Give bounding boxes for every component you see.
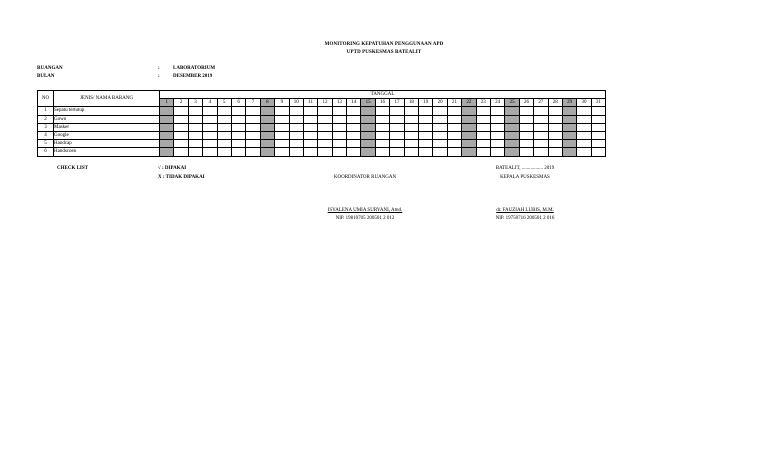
day-header: 23 (476, 99, 490, 107)
day-header: 1 (160, 99, 174, 107)
item-name: Sepatu tertutup (54, 107, 160, 115)
check-cell[interactable] (562, 107, 576, 115)
check-cell[interactable] (375, 148, 389, 156)
check-cell[interactable] (390, 123, 404, 131)
check-cell[interactable] (404, 131, 418, 139)
check-cell[interactable] (289, 123, 303, 131)
table-row (38, 140, 606, 148)
ruangan-colon: : (158, 66, 160, 71)
check-cell[interactable] (332, 131, 346, 139)
check-cell[interactable] (361, 131, 375, 139)
day-header: 16 (375, 99, 389, 107)
check-cell[interactable] (390, 148, 404, 156)
item-name: Google (54, 131, 160, 139)
item-number: 2 (38, 115, 54, 123)
check-cell[interactable] (174, 131, 188, 139)
check-cell[interactable] (246, 131, 260, 139)
check-cell[interactable] (361, 123, 375, 131)
check-cell[interactable] (332, 140, 346, 148)
day-header: 14 (347, 99, 361, 107)
check-cell[interactable] (246, 148, 260, 156)
check-cell[interactable] (462, 123, 476, 131)
check-cell[interactable] (217, 148, 231, 156)
check-cell[interactable] (318, 107, 332, 115)
checklist-label: CHECK LIST (57, 166, 88, 171)
kepala-nip: NIP. 19750716 200501 2 016 (495, 216, 555, 221)
check-cell[interactable] (591, 123, 605, 131)
check-cell[interactable] (160, 140, 174, 148)
check-cell[interactable] (476, 131, 490, 139)
day-header: 9 (275, 99, 289, 107)
check-cell[interactable] (562, 115, 576, 123)
check-cell[interactable] (476, 148, 490, 156)
day-header: 10 (289, 99, 303, 107)
check-cell[interactable] (519, 115, 533, 123)
check-cell[interactable] (303, 131, 317, 139)
check-cell[interactable] (375, 115, 389, 123)
header-row (38, 91, 606, 99)
koordinator-nip: NIP. 19810705 200501 2 012 (335, 216, 395, 221)
document-subtitle: UPTD PUSKESMAS BATEALIT (346, 50, 422, 55)
day-header: 2 (174, 99, 188, 107)
check-cell[interactable] (419, 140, 433, 148)
check-cell[interactable] (260, 148, 274, 156)
day-header: 31 (591, 99, 605, 107)
check-cell[interactable] (231, 123, 245, 131)
check-cell[interactable] (548, 123, 562, 131)
check-cell[interactable] (505, 131, 519, 139)
check-cell[interactable] (260, 107, 274, 115)
day-header: 15 (361, 99, 375, 107)
check-cell[interactable] (246, 123, 260, 131)
place-date: BATEALIT, ................. 2019 (495, 166, 555, 171)
check-cell[interactable] (577, 131, 591, 139)
check-cell[interactable] (519, 123, 533, 131)
check-cell[interactable] (303, 148, 317, 156)
check-cell[interactable] (390, 140, 404, 148)
check-cell[interactable] (347, 140, 361, 148)
table-row (38, 123, 606, 131)
check-cell[interactable] (505, 123, 519, 131)
check-cell[interactable] (534, 123, 548, 131)
check-cell[interactable] (548, 148, 562, 156)
check-cell[interactable] (347, 115, 361, 123)
check-cell[interactable] (275, 140, 289, 148)
check-cell[interactable] (519, 148, 533, 156)
check-cell[interactable] (174, 148, 188, 156)
check-cell[interactable] (231, 107, 245, 115)
check-cell[interactable] (433, 131, 447, 139)
bulan-colon: : (158, 74, 160, 79)
check-cell[interactable] (505, 140, 519, 148)
item-number: 6 (38, 148, 54, 156)
check-cell[interactable] (534, 131, 548, 139)
check-cell[interactable] (188, 115, 202, 123)
check-cell[interactable] (419, 115, 433, 123)
check-cell[interactable] (188, 123, 202, 131)
check-cell[interactable] (203, 123, 217, 131)
day-header: 25 (505, 99, 519, 107)
check-cell[interactable] (476, 123, 490, 131)
check-cell[interactable] (419, 148, 433, 156)
day-header: 27 (534, 99, 548, 107)
check-cell[interactable] (505, 148, 519, 156)
check-cell[interactable] (203, 140, 217, 148)
check-cell[interactable] (462, 148, 476, 156)
check-cell[interactable] (577, 123, 591, 131)
day-header: 12 (318, 99, 332, 107)
check-cell[interactable] (289, 107, 303, 115)
check-cell[interactable] (318, 140, 332, 148)
check-cell[interactable] (160, 131, 174, 139)
check-cell[interactable] (591, 148, 605, 156)
check-cell[interactable] (188, 148, 202, 156)
check-cell[interactable] (433, 148, 447, 156)
table-row (38, 107, 606, 115)
document-title: MONITORING KEPATUHAN PENGGUNAAN APD (324, 42, 444, 47)
check-cell[interactable] (289, 115, 303, 123)
check-cell[interactable] (476, 115, 490, 123)
legend-tidak-dipakai: X : TIDAK DIPAKAI (158, 175, 205, 180)
check-cell[interactable] (275, 107, 289, 115)
day-header: 11 (303, 99, 317, 107)
check-cell[interactable] (505, 115, 519, 123)
check-cell[interactable] (490, 140, 504, 148)
check-cell[interactable] (361, 107, 375, 115)
check-cell[interactable] (519, 131, 533, 139)
check-cell[interactable] (490, 148, 504, 156)
day-header: 28 (548, 99, 562, 107)
check-cell[interactable] (476, 107, 490, 115)
check-cell[interactable] (462, 115, 476, 123)
check-cell[interactable] (534, 148, 548, 156)
check-cell[interactable] (231, 140, 245, 148)
check-cell[interactable] (562, 131, 576, 139)
check-cell[interactable] (260, 131, 274, 139)
check-cell[interactable] (577, 107, 591, 115)
check-cell[interactable] (390, 107, 404, 115)
check-cell[interactable] (375, 107, 389, 115)
check-cell[interactable] (203, 131, 217, 139)
check-cell[interactable] (361, 148, 375, 156)
day-header: 20 (433, 99, 447, 107)
check-cell[interactable] (591, 115, 605, 123)
check-cell[interactable] (347, 107, 361, 115)
check-cell[interactable] (347, 148, 361, 156)
check-cell[interactable] (318, 123, 332, 131)
check-cell[interactable] (246, 140, 260, 148)
check-cell[interactable] (361, 115, 375, 123)
check-cell[interactable] (490, 123, 504, 131)
check-cell[interactable] (591, 131, 605, 139)
check-cell[interactable] (260, 140, 274, 148)
check-cell[interactable] (275, 148, 289, 156)
check-cell[interactable] (347, 123, 361, 131)
check-cell[interactable] (332, 148, 346, 156)
check-cell[interactable] (490, 131, 504, 139)
day-header: 6 (231, 99, 245, 107)
check-cell[interactable] (404, 140, 418, 148)
check-cell[interactable] (217, 123, 231, 131)
item-name: Masker (54, 123, 160, 131)
check-cell[interactable] (318, 115, 332, 123)
check-cell[interactable] (419, 131, 433, 139)
check-cell[interactable] (519, 140, 533, 148)
check-cell[interactable] (289, 148, 303, 156)
koordinator-name: ISYALENA UMIA SURYANI, Amd. (327, 208, 403, 213)
check-cell[interactable] (433, 107, 447, 115)
item-number: 4 (38, 131, 54, 139)
day-header: 13 (332, 99, 346, 107)
check-cell[interactable] (375, 131, 389, 139)
check-cell[interactable] (217, 140, 231, 148)
check-cell[interactable] (577, 140, 591, 148)
check-cell[interactable] (174, 123, 188, 131)
check-cell[interactable] (303, 123, 317, 131)
check-cell[interactable] (433, 115, 447, 123)
check-cell[interactable] (404, 115, 418, 123)
check-cell[interactable] (462, 131, 476, 139)
check-cell[interactable] (375, 123, 389, 131)
check-cell[interactable] (577, 115, 591, 123)
check-cell[interactable] (231, 148, 245, 156)
check-cell[interactable] (289, 140, 303, 148)
check-cell[interactable] (433, 140, 447, 148)
kepala-name: dr. FAUZIAH LUBIS, M.M. (496, 208, 554, 213)
day-header: 26 (519, 99, 533, 107)
check-cell[interactable] (419, 123, 433, 131)
check-cell[interactable] (188, 131, 202, 139)
check-cell[interactable] (332, 107, 346, 115)
check-cell[interactable] (404, 123, 418, 131)
table-row (38, 115, 606, 123)
day-header: 29 (562, 99, 576, 107)
check-cell[interactable] (505, 107, 519, 115)
check-cell[interactable] (203, 107, 217, 115)
check-cell[interactable] (289, 131, 303, 139)
check-cell[interactable] (174, 115, 188, 123)
check-cell[interactable] (447, 140, 461, 148)
check-cell[interactable] (577, 148, 591, 156)
item-name: Handcap (54, 140, 160, 148)
check-cell[interactable] (318, 131, 332, 139)
check-cell[interactable] (548, 107, 562, 115)
check-cell[interactable] (217, 107, 231, 115)
check-cell[interactable] (562, 123, 576, 131)
check-cell[interactable] (534, 140, 548, 148)
check-cell[interactable] (246, 107, 260, 115)
check-cell[interactable] (246, 115, 260, 123)
check-cell[interactable] (160, 115, 174, 123)
bulan-value: DESEMBER 2019 (173, 74, 213, 79)
no-header: NO (38, 91, 54, 107)
day-header: 7 (246, 99, 260, 107)
check-cell[interactable] (462, 107, 476, 115)
check-cell[interactable] (174, 140, 188, 148)
day-header: 18 (404, 99, 418, 107)
day-header: 3 (188, 99, 202, 107)
item-name: Gown (54, 115, 160, 123)
day-header: 22 (462, 99, 476, 107)
ruangan-label: RUANGAN (37, 66, 63, 71)
check-cell[interactable] (347, 131, 361, 139)
check-cell[interactable] (160, 123, 174, 131)
day-header: 8 (260, 99, 274, 107)
check-cell[interactable] (303, 115, 317, 123)
check-cell[interactable] (404, 148, 418, 156)
day-header: 21 (447, 99, 461, 107)
koordinator-title: KOORDINATOR RUANGAN (333, 175, 397, 180)
item-name: Handscoen (54, 148, 160, 156)
check-cell[interactable] (332, 123, 346, 131)
day-header: 19 (419, 99, 433, 107)
check-cell[interactable] (404, 107, 418, 115)
check-cell[interactable] (174, 107, 188, 115)
check-cell[interactable] (519, 107, 533, 115)
check-cell[interactable] (390, 115, 404, 123)
check-cell[interactable] (548, 131, 562, 139)
check-cell[interactable] (562, 140, 576, 148)
check-cell[interactable] (275, 131, 289, 139)
check-cell[interactable] (188, 107, 202, 115)
check-cell[interactable] (548, 115, 562, 123)
item-number: 1 (38, 107, 54, 115)
item-number: 5 (38, 140, 54, 148)
check-cell[interactable] (476, 140, 490, 148)
check-cell[interactable] (260, 123, 274, 131)
day-header: 24 (490, 99, 504, 107)
check-cell[interactable] (318, 148, 332, 156)
day-header: 4 (203, 99, 217, 107)
day-header: 30 (577, 99, 591, 107)
check-cell[interactable] (447, 131, 461, 139)
check-cell[interactable] (419, 107, 433, 115)
check-cell[interactable] (303, 140, 317, 148)
name-header: JENIS/ NAMA BARANG (54, 91, 160, 107)
table-row (38, 131, 606, 139)
check-cell[interactable] (188, 140, 202, 148)
check-cell[interactable] (390, 131, 404, 139)
check-cell[interactable] (217, 115, 231, 123)
check-cell[interactable] (275, 115, 289, 123)
check-cell[interactable] (275, 123, 289, 131)
check-cell[interactable] (447, 107, 461, 115)
bulan-label: BULAN (37, 74, 55, 79)
day-header: 17 (390, 99, 404, 107)
check-cell[interactable] (548, 140, 562, 148)
monitoring-table (37, 90, 606, 157)
check-cell[interactable] (160, 107, 174, 115)
check-cell[interactable] (562, 148, 576, 156)
check-cell[interactable] (260, 115, 274, 123)
check-cell[interactable] (591, 107, 605, 115)
check-cell[interactable] (303, 107, 317, 115)
check-cell[interactable] (375, 140, 389, 148)
check-cell[interactable] (447, 115, 461, 123)
ruangan-value: LABORATORIUM (173, 66, 216, 71)
check-cell[interactable] (217, 131, 231, 139)
check-cell[interactable] (490, 107, 504, 115)
check-cell[interactable] (447, 123, 461, 131)
check-cell[interactable] (231, 131, 245, 139)
table-row (38, 148, 606, 156)
check-cell[interactable] (203, 115, 217, 123)
check-cell[interactable] (534, 107, 548, 115)
item-number: 3 (38, 123, 54, 131)
check-cell[interactable] (534, 115, 548, 123)
check-cell[interactable] (332, 115, 346, 123)
check-cell[interactable] (591, 140, 605, 148)
check-cell[interactable] (447, 148, 461, 156)
kepala-title: KEPALA PUSKESMAS (500, 175, 550, 180)
check-cell[interactable] (203, 148, 217, 156)
check-cell[interactable] (462, 140, 476, 148)
check-cell[interactable] (231, 115, 245, 123)
legend-dipakai: √ : DIPAKAI (158, 166, 187, 171)
check-cell[interactable] (361, 140, 375, 148)
tanggal-header: TANGGAL (160, 91, 606, 99)
check-cell[interactable] (160, 148, 174, 156)
check-cell[interactable] (490, 115, 504, 123)
day-header: 5 (217, 99, 231, 107)
check-cell[interactable] (433, 123, 447, 131)
